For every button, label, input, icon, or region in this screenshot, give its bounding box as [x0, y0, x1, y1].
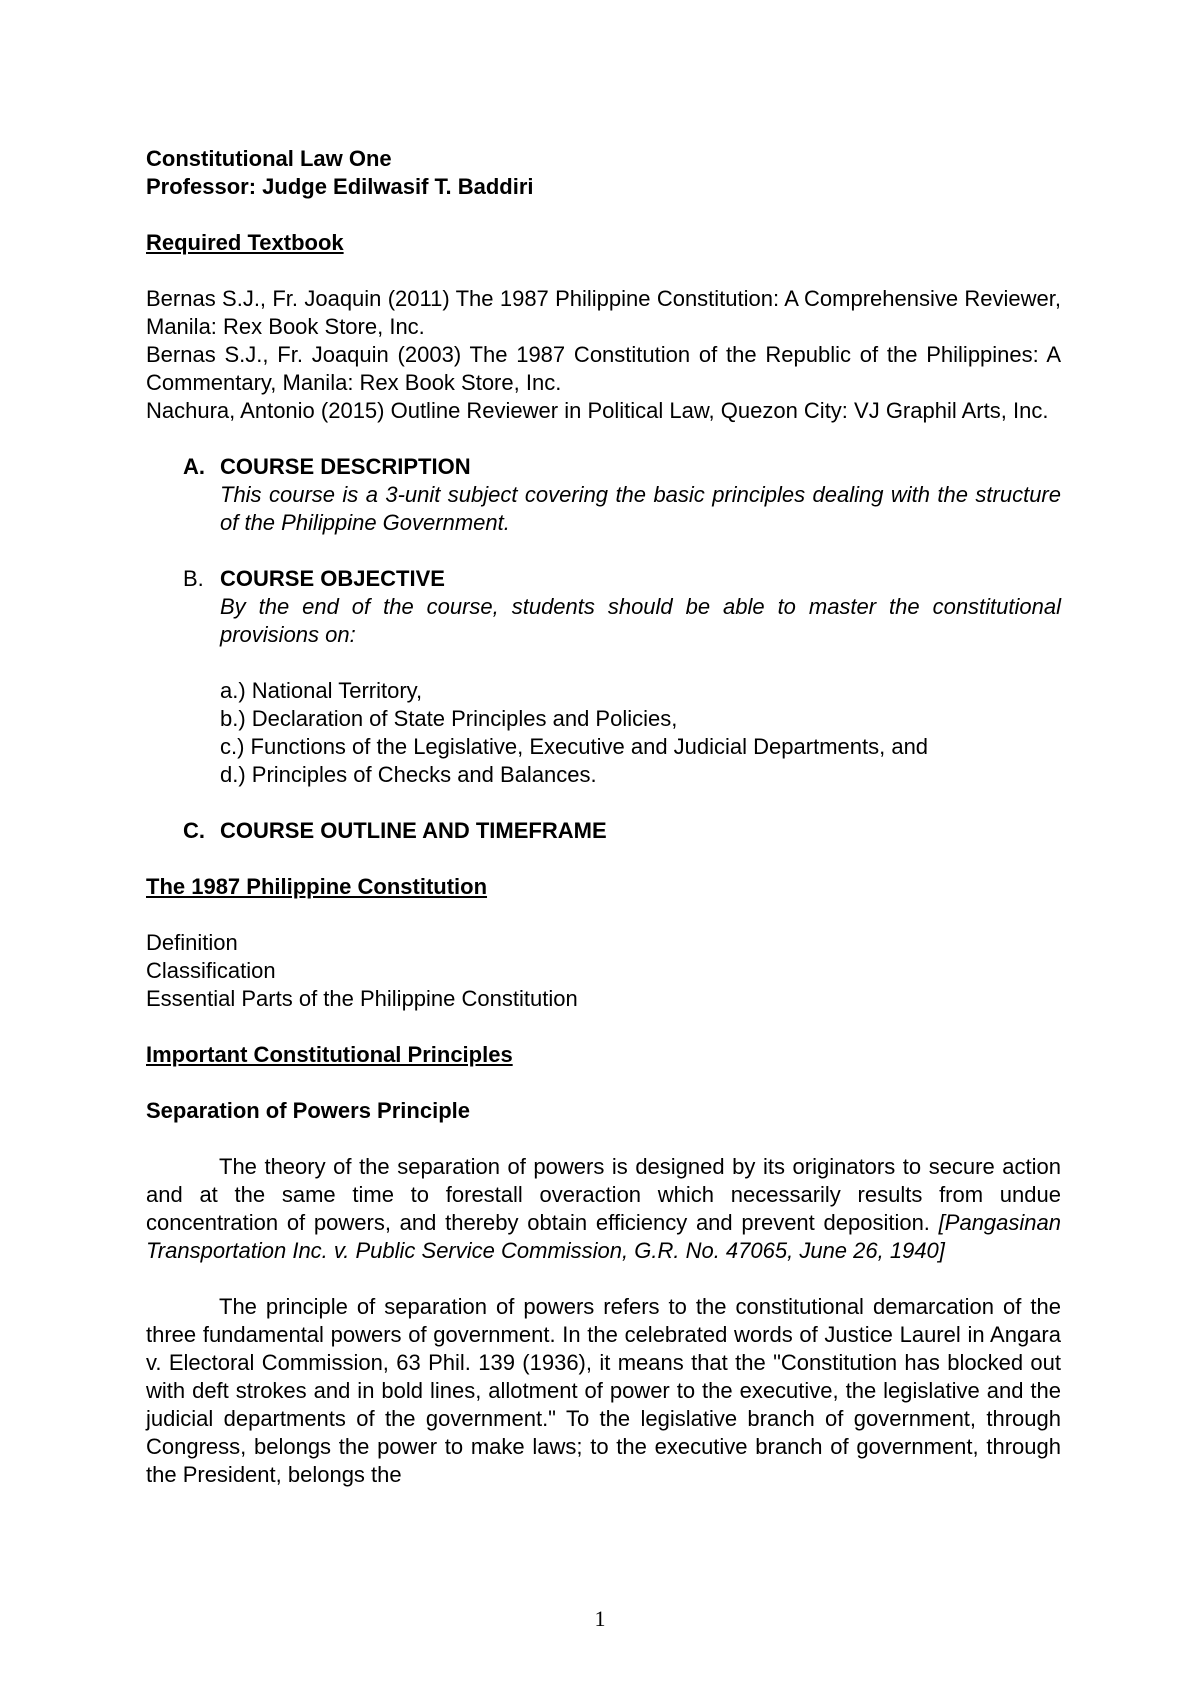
topic-item: Essential Parts of the Philippine Constitution [146, 986, 578, 1011]
spacer [146, 1125, 1061, 1153]
section-letter: B. [183, 566, 204, 591]
textbook-heading: Required Textbook [146, 230, 344, 255]
spacer [146, 1265, 1061, 1293]
spacer [146, 257, 1061, 285]
course-title: Constitutional Law One [146, 146, 392, 171]
document-body [146, 145, 1061, 1489]
constitution-heading: The 1987 Philippine Constitution [146, 874, 488, 899]
spacer [146, 425, 1061, 453]
course-objective-text: By the end of the course, students should be able to master the constitutional provisions on: [220, 594, 1061, 647]
topic-item: Classification [146, 958, 276, 983]
professor-line: Professor: Judge Edilwasif T. Baddiri [146, 174, 534, 199]
section-letter: A. [183, 454, 205, 479]
spacer [146, 201, 1061, 229]
objective-item: b.) Declaration of State Principles and Policies, [220, 706, 678, 731]
spacer [146, 537, 1061, 565]
section-title: COURSE OBJECTIVE [220, 566, 445, 591]
section-c-heading [183, 817, 1061, 845]
spacer [146, 649, 1061, 677]
principle-paragraph [146, 1153, 1061, 1265]
paragraph-text: The theory of the separation of powers is designed by its originators to secure action and at the same time to forestall overaction which necessarily results from undue concentration of powers, and thereby obtain efficiency and prevent deposition. [146, 1154, 1061, 1235]
textbook-reference: Bernas S.J., Fr. Joaquin (2011) The 1987 Philippine Constitution: A Comprehensive Reviewer, Manila: Rex Book Store, Inc. [146, 286, 1061, 339]
section-title: COURSE OUTLINE AND TIMEFRAME [220, 818, 607, 843]
principles-heading: Important Constitutional Principles [146, 1042, 513, 1067]
objective-item: c.) Functions of the Legislative, Executive and Judicial Departments, and [220, 734, 929, 759]
section-a-heading [183, 453, 1061, 481]
topic-item: Definition [146, 930, 238, 955]
principle-paragraph: The principle of separation of powers refers to the constitutional demarcation of the three fundamental powers of government. In the celebrated words of Justice Laurel in Angara v. Electoral Commission, 63 Phil. 139 (1936), it means that the "Constitution has blocked out with deft strokes and in bold lines, allotment of power to the executive, the legislative and the judicial departments of the government." To the legislative branch of government, through Congress, belongs the power to make laws; to the executive branch of government, through the President, belongs the [146, 1294, 1061, 1487]
section-title: COURSE DESCRIPTION [220, 454, 471, 479]
separation-of-powers-subheading: Separation of Powers Principle [146, 1098, 470, 1123]
textbook-reference: Bernas S.J., Fr. Joaquin (2003) The 1987 Constitution of the Republic of the Philippines: A Commentary, Manila: Rex Book Store, Inc. [146, 342, 1061, 395]
course-description-text: This course is a 3-unit subject covering the basic principles dealing with the structure of the Philippine Government. [220, 482, 1061, 535]
spacer [146, 1069, 1061, 1097]
textbook-reference: Nachura, Antonio (2015) Outline Reviewer in Political Law, Quezon City: VJ Graphil Arts, Inc. [146, 398, 1049, 423]
spacer [146, 901, 1061, 929]
spacer [146, 1013, 1061, 1041]
objective-item: a.) National Territory, [220, 678, 423, 703]
case-citation: [Pangasinan Transportation Inc. v. Public Service Commission, G.R. No. 47065, June 26, 1940] [146, 1210, 1061, 1263]
page-number: 1 [594, 1606, 606, 1631]
spacer [146, 789, 1061, 817]
section-letter: C. [183, 818, 205, 843]
objective-item: d.) Principles of Checks and Balances. [220, 762, 597, 787]
section-b-heading [183, 565, 1061, 593]
spacer [146, 845, 1061, 873]
